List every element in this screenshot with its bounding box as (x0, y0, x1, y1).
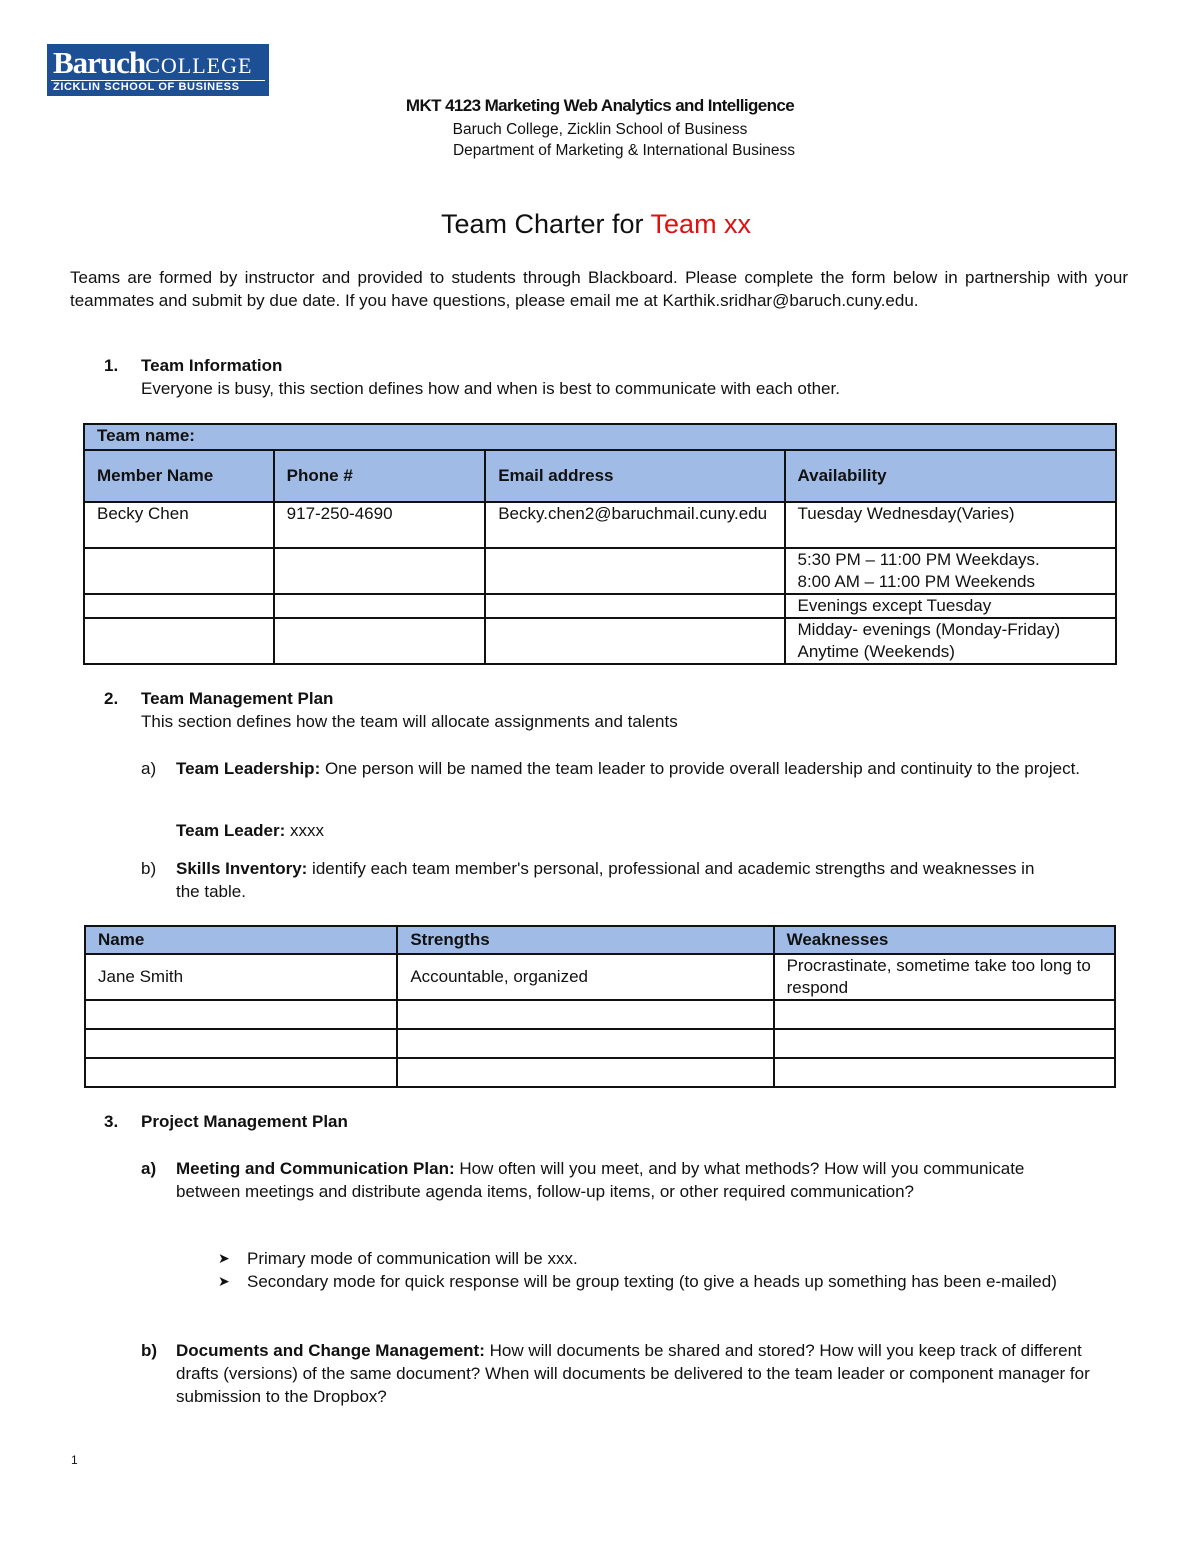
weaknesses-cell (774, 1058, 1115, 1087)
member-name-cell: Becky Chen (84, 502, 274, 548)
team-table-header-row (84, 450, 1116, 502)
bullet-text: Primary mode of communication will be xxx. (247, 1249, 578, 1268)
strengths-cell (397, 1000, 773, 1029)
section-2-number: 2. (104, 689, 119, 708)
strengths-cell: Accountable, organized (397, 954, 773, 1000)
meeting-plan-text: How often will you meet, and by what methods? How will you communicate between meetings and distribute agenda items, follow-up items, or other required communication? (176, 1159, 1025, 1201)
header-name: Name (85, 926, 397, 954)
logo-subtitle: ZICKLIN SCHOOL OF BUSINESS (53, 81, 240, 93)
documents-management-label: Documents and Change Management: (176, 1341, 485, 1360)
charter-title-prefix: Team Charter for (440, 209, 651, 239)
meeting-plan-item (141, 1157, 1066, 1203)
phone-cell (274, 594, 486, 618)
skills-inventory-item (141, 857, 1046, 903)
email-cell: Becky.chen2@baruchmail.cuny.edu (485, 502, 784, 548)
charter-title-team: Team xx (650, 209, 752, 239)
header-availability: Availability (785, 450, 1117, 502)
section-1-description: Everyone is busy, this section defines how and when is best to communicate with each other. (141, 379, 840, 398)
header-member-name: Member Name (84, 450, 274, 502)
arrow-bullet-icon: ➤ (218, 1250, 230, 1266)
table-row (85, 1000, 1115, 1029)
skills-inventory-label: Skills Inventory: (176, 859, 308, 878)
strengths-cell (397, 1029, 773, 1058)
table-row (85, 954, 1115, 1000)
section-2-title: Team Management Plan (141, 689, 334, 708)
availability-cell: 5:30 PM – 11:00 PM Weekdays. 8:00 AM – 11:00 PM Weekends (785, 548, 1117, 594)
section-2-heading (104, 689, 333, 709)
team-leadership-item (141, 757, 1126, 780)
team-information-table (83, 423, 1117, 665)
availability-cell: Midday- evenings (Monday-Friday) Anytime (Weekends) (785, 618, 1117, 664)
team-name-label: Team name: (84, 424, 1116, 450)
header-email: Email address (485, 450, 784, 502)
item-label: b) (141, 1341, 158, 1360)
weaknesses-cell: Procrastinate, sometime take too long to respond (774, 954, 1115, 1000)
section-1-heading (104, 356, 282, 376)
section-1-number: 1. (104, 356, 119, 375)
item-label: a) (141, 1159, 157, 1178)
charter-title (0, 209, 1192, 240)
availability-cell: Tuesday Wednesday(Varies) (785, 502, 1117, 548)
meeting-plan-label: Meeting and Communication Plan: (176, 1159, 455, 1178)
intro-paragraph: Teams are formed by instructor and provided to students through Blackboard. Please complete the form below in partnership with your teammates and submit by due date. If you have questions, please email me at Karthik.sridhar@baruch.cuny.edu. (70, 268, 1128, 310)
name-cell: Jane Smith (85, 954, 397, 1000)
team-leader-line (141, 819, 1126, 842)
team-leader-value: xxxx (285, 821, 325, 840)
team-leader-label: Team Leader: (176, 821, 286, 840)
team-leadership-label: Team Leadership: (176, 759, 321, 778)
table-row (85, 1029, 1115, 1058)
email-cell (485, 594, 784, 618)
skills-table-header-row (85, 926, 1115, 954)
weaknesses-cell (774, 1029, 1115, 1058)
bullet-text: Secondary mode for quick response will be group texting (to give a heads up something has been e-mailed) (247, 1272, 1057, 1291)
name-cell (85, 1000, 397, 1029)
table-row (84, 548, 1116, 594)
table-row (84, 618, 1116, 664)
department-name: Department of Marketing & International Business (452, 142, 796, 159)
name-cell (85, 1058, 397, 1087)
email-cell (485, 618, 784, 664)
skills-inventory-text: identify each team member's personal, professional and academic strengths and weaknesses in the table. (176, 859, 1035, 901)
weaknesses-cell (774, 1000, 1115, 1029)
member-name-cell (84, 548, 274, 594)
strengths-cell (397, 1058, 773, 1087)
baruch-college-logo (47, 44, 269, 96)
section-2-description: This section defines how the team will allocate assignments and talents (141, 712, 678, 731)
phone-cell (274, 618, 486, 664)
item-label: b) (141, 859, 157, 878)
table-row (84, 594, 1116, 618)
course-title: MKT 4123 Marketing Web Analytics and Intelligence (405, 96, 795, 115)
list-item (218, 1247, 1147, 1270)
header-phone: Phone # (274, 450, 486, 502)
name-cell (85, 1029, 397, 1058)
availability-cell: Evenings except Tuesday (785, 594, 1117, 618)
list-item (218, 1270, 1147, 1293)
documents-management-item (141, 1339, 1126, 1408)
phone-cell (274, 548, 486, 594)
logo-name-light: COLLEGE (145, 53, 253, 78)
section-3-heading (104, 1112, 348, 1132)
logo-name-bold: Baruch (53, 45, 146, 80)
table-row (84, 502, 1116, 548)
arrow-bullet-icon: ➤ (218, 1273, 230, 1289)
email-cell (485, 548, 784, 594)
communication-bullet-list (218, 1247, 1147, 1293)
header-weaknesses: Weaknesses (774, 926, 1115, 954)
member-name-cell (84, 618, 274, 664)
team-name-row (84, 424, 1116, 450)
header-strengths: Strengths (397, 926, 773, 954)
college-name: Baruch College, Zicklin School of Business (452, 121, 748, 138)
section-1-title: Team Information (141, 356, 283, 375)
section-3-title: Project Management Plan (141, 1112, 348, 1131)
section-3-number: 3. (104, 1112, 119, 1131)
team-leadership-text: One person will be named the team leader to provide overall leadership and continuity to the project. (320, 759, 1081, 778)
member-name-cell (84, 594, 274, 618)
item-label: a) (141, 759, 157, 778)
documents-management-text: How will documents be shared and stored? How will you keep track of different drafts (versions) of the same document? When will documents be delivered to the team leader or component manager for submission to the Dropbox? (176, 1341, 1090, 1406)
phone-cell: 917-250-4690 (274, 502, 486, 548)
table-row (85, 1058, 1115, 1087)
skills-inventory-table (84, 925, 1116, 1088)
page-number: 1 (71, 1453, 78, 1467)
